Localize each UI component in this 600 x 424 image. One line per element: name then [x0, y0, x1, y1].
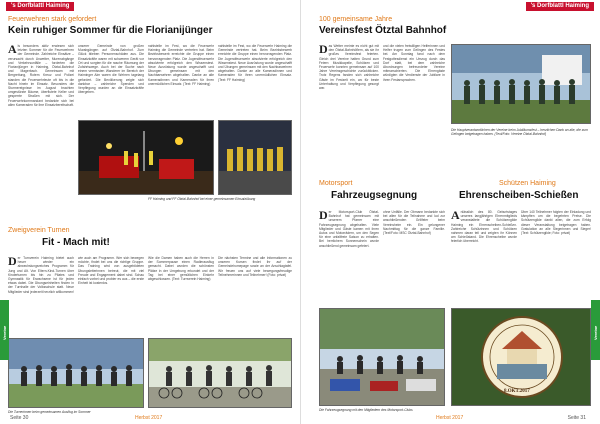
cycling-group-photo: [148, 338, 292, 408]
article-kicker: Motorsport: [319, 180, 353, 187]
page-number: Seite 31: [567, 415, 586, 421]
issue-label: Herbst 2017: [135, 415, 163, 421]
article-column: wie auch am Programm. Wer sich bewegen möchte, findet bei uns die richtige Gruppe. Das Training wird von ausgebildeten Übungsleiterinnen betreut, die mit viel Freude und Engagement dabei sind. Schau einfach vorbei und probier es aus – die erste Einheit ist kostenlos.: [78, 256, 144, 286]
dropcap: A: [451, 210, 460, 222]
photo-caption: Die Hauptverantwortlichen der Vereine beim Jubiläumsfest – herzlichen Dank an alle, die zum Gelingen beigetragen haben. (Text/Foto: Vereine Ötztal-Bahnhof): [451, 128, 588, 136]
article-column: [8, 256, 74, 346]
article-column: Über 140 Teilnehmer folgten der Einladung und kämpften um die begehrten Preise. Die Schützengilde dankt allen, die zum Erfolg dieser Veranstaltung beigetragen haben. Gratulation an alle Siegerinnen und Sieger! (Text: Schützengilde; Foto: privat): [521, 210, 591, 236]
right-page: [300, 0, 600, 424]
article-headline: Ehrenscheiben-Schießen: [459, 190, 579, 201]
article-column: unserer Gemeinde von großen Murabgängen auf Ötztal-Bahnhof. Zum Glück blieben Personenschäden aus. Die Einsatzkräfte waren mit schwerem Gerät vor Ort und sorgten für die rasche Räumung der Zufahrtswege. Auch bei der Suche nach einem vermissten Wanderer im Bereich der Haiminger Alm waren die Wehren tagelang gefordert. Die Bevölkerung zeigte sich dankbar – zahlreiche Spenden und Verpflegung wurden an die Einsatzkräfte übergeben.: [78, 44, 144, 95]
article-headline: Vereinsfest Ötztal Bahnhof: [319, 25, 447, 36]
article-text: nlässlich des 80. Geburtstages unseres langjährigen Ehrenmitglieds veranstaltete die Schützengilde Haiming ein Ehrenscheiben-Schießen. Zahlreiche Schützinnen und Schützen nahmen daran teil und zeigten ihr Können am Schießstand. Die Ehrenscheibe wurde feierlich überreicht.: [451, 210, 517, 244]
article-column: [8, 44, 74, 194]
photo-caption: FF Haiming und FF Ötztal-Bahnhof bei einer gemeinsamen Einsatzübung: [148, 197, 256, 201]
article-text: as Wetter meinte es nicht gut mit den Ötztal-Bahnhöflern, als sie ihr großes Vereinsfest feierten. Gleich drei Vereine hatten Grund zum Feiern: Musikkapelle, Schützen und Feuerwehr konnten gemeinsam auf 100 Jahre Vereinsgeschichte zurückblicken. Trotz Regens fanden sich zahlreiche Gäste im Festzelt ein, wo für beste Unterhaltung und Verpflegung gesorgt war.: [319, 44, 379, 91]
festival-group-photo: [451, 44, 591, 124]
article-text: ls besonders aktiv erwiesen sich letzten Sommer für die Feuerwehren der Gemeinde. Zahlreiche Einsätze – verursacht durch Unwetter, Murenabgänge und Verkehrsunfälle – forderten die Florianijünger in Haiming, Ötztal-Bahnhof und Magerbach. Gemeinsam mit Bergrettung, Rotem Kreuz und Polizei standen die Feuerwehrleute oft bis in die Nacht hinein im Einsatz. Besonders die Sturmereignisse im August brachten umgestürzte Bäume, überflutete Keller und gesperrte Straßen mit sich. Der Feuerwehrkommandant bedankte sich bei allen Kameraden für ihre Einsatzbereitschaft.: [8, 44, 74, 107]
gymnastics-group-photo: [8, 338, 144, 408]
header-tag: 's Dorfblattl Haiming: [6, 2, 74, 11]
article-headline: Kein ruhiger Sommer für die Florianijünger: [8, 25, 213, 36]
article-kicker: Zweigverein Turnen: [8, 227, 70, 234]
article-kicker: Feuerwehren stark gefordert: [8, 16, 97, 23]
page-number: Seite 30: [10, 415, 29, 421]
header-tag: 's Dorfblattl Haiming: [526, 2, 594, 11]
fire-brigade-photo: [78, 120, 214, 195]
article-headline: Fahrzeugsegnung: [331, 190, 418, 201]
dropcap: D: [319, 210, 328, 222]
article-column: nahlstelle im Fest, wo die Feuerwehr Haiming die Gemeinde vertreten hat. Beim Bezirksbewerb erreichte die Gruppe einen hervorragenden Platz. Die Jugendfeuerwehr absolvierte erfolgreich den Wissenstest. Neue Ausrüstung wurde angeschafft und Übungen gemeinsam mit den Nachbarwehren abgehalten. Danke an alle Kameradinnen und Kameraden für ihren unermüdlichen Einsatz. (Text: FF Haiming): [148, 44, 214, 86]
vehicle-blessing-photo: [319, 308, 445, 406]
photo-caption: Die Fahrzeugsegnung mit den Mitgliedern des Motorsport-Clubs: [319, 408, 413, 412]
issue-label: Herbst 2017: [436, 415, 464, 421]
article-column: [451, 210, 517, 305]
article-column: ohne Unfälle. Der Obmann bedankte sich bei allen für die Teilnahme und lud zur anschließenden Grillfeier beim Vereinsheim ein. Ein gelungener Nachmittag für die ganze Familie. (Text/Foto: MSC Ötztal-Bahnhof): [383, 210, 445, 236]
article-headline: Fit - Mach mit!: [42, 237, 110, 248]
dropcap: D: [8, 256, 17, 268]
section-label: Vereine: [593, 325, 598, 340]
article-column: [319, 44, 379, 174]
section-tab: [591, 300, 600, 360]
dropcap: A: [8, 44, 17, 56]
shooting-target-photo: [451, 308, 591, 406]
target-date-text: 8.OKT.2017: [504, 389, 530, 394]
article-text: er Motorsport-Club Ötztal-Bahnhof hat gemeinsam mit unserem Pfarrer eine Fahrzeugsegnung abgehalten. Viele Mitglieder und Gäste kamen mit ihren Autos und Motorrädern, um den Segen für eine unfallfreie Saison zu erhalten. Bei herrlichem Sonnenschein wurde anschließend gemeinsam gefeiert.: [319, 210, 379, 248]
article-column: Wie die Damen haben auch die Herren in der Sommerpause einen Radlerausflug gemacht. Dabei wurden die schönsten Plätze in der Umgebung erkundet und der Tag bei einer gemütlichen Einkehr abgeschlossen. (Text: Turnverein Haiming): [148, 256, 214, 282]
article-text: er Turnverein Haiming bietet auch heuer wieder ein abwechslungsreiches Programm für Jung und Alt. Von Eltern-Kind-Turnen über Kinderturnen bis hin zu Pilates und Gymnastik für Erwachsene ist für jeden etwas dabei. Die Übungseinheiten finden in der Turnhalle der Volksschule statt. Neue Mitglieder sind jederzeit herzlich willkommen!: [8, 256, 74, 294]
article-column: nahlstelle im Fest, wo die Feuerwehr Haiming die Gemeinde vertreten hat. Beim Bezirksbewerb erreichte die Gruppe einen hervorragenden Platz. Die Jugendfeuerwehr absolvierte erfolgreich den Wissenstest. Neue Ausrüstung wurde angeschafft und Übungen gemeinsam mit den Nachbarwehren abgehalten. Danke an alle Kameradinnen und Kameraden für ihren unermüdlichen Einsatz. (Text: FF Haiming): [218, 44, 292, 82]
photo-caption: Die Turnerinnen beim gemeinsamen Ausflug im Sommer: [8, 410, 91, 414]
article-column: Die nächsten Termine und alle Informationen zu unseren Kursen findet ihr auf der Gemeindehomepage sowie an der Anschlagtafel. Wir freuen uns auf viele bewegungsfreudige Teilnehmerinnen und Teilnehmer! (Foto: privat): [218, 256, 292, 277]
fire-brigade-group-photo: [218, 120, 292, 195]
article-kicker: 100 gemeinsame Jahre: [319, 16, 393, 23]
article-column: und die vielen freiwilligen Helferinnen und Helfer trugen zum Gelingen des Festes bei. Am Sonntag fand nach dem Festgottesdienst ein Umzug durch das Dorf statt, bei dem zahlreiche Abordnungen befreundeter Vereine mitmarschierten. Die Ehrengäste würdigten die Verdienste der Jubilare in ihren Festansprachen.: [383, 44, 445, 82]
dropcap: D: [319, 44, 328, 56]
section-label: Vereine: [2, 325, 7, 340]
section-tab: [0, 300, 9, 360]
article-kicker: Schützen Haiming: [499, 180, 556, 187]
article-column: [319, 210, 379, 305]
